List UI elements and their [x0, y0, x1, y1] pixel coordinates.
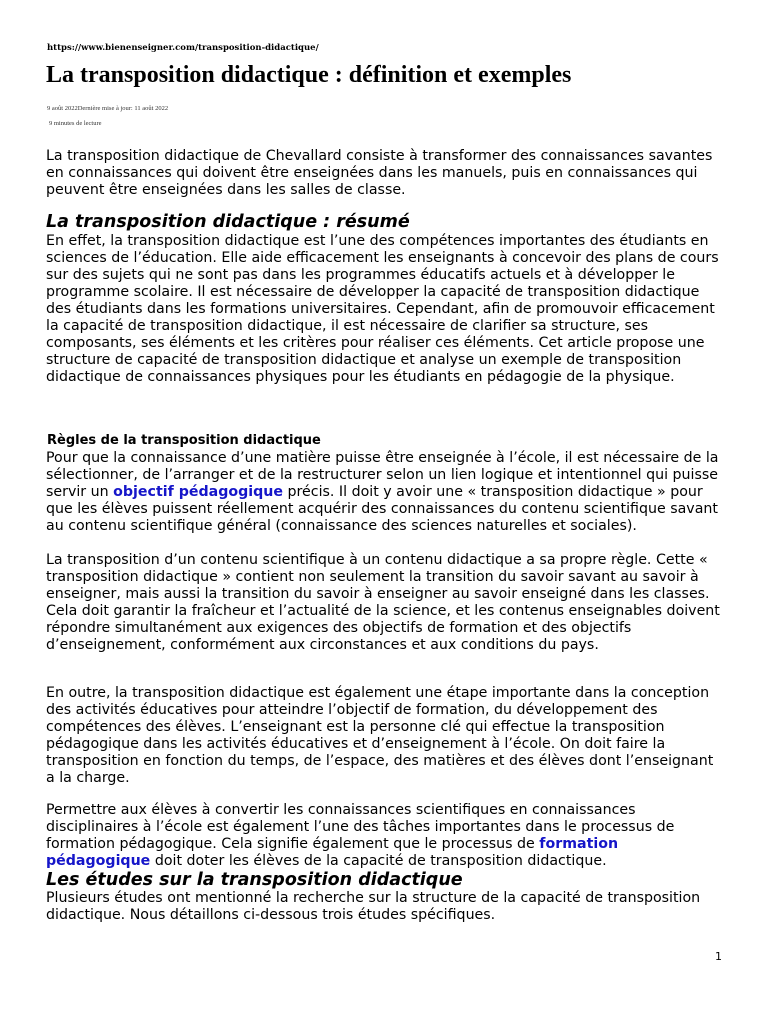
objectif-pedagogique-link[interactable]: objectif pédagogique: [113, 484, 284, 500]
source-url: https://www.bienenseigner.com/transposition-didactique/: [47, 43, 319, 53]
etudes-paragraph: Plusieurs études ont mentionné la recherche sur la structure de la capacité de transposition didactique. Nous détaillons ci-dessous trois études spécifiques.: [46, 890, 701, 923]
regles-paragraph-1: [46, 450, 726, 535]
reading-time: 9 minutes de lecture: [49, 120, 102, 127]
regles-paragraph-2: La transposition d’un contenu scientifique à un contenu didactique a sa propre règle. Cette « transposition didactique » contient non seulement la transition du savoir savant au savoir à enseigner, mais aussi la transition du savoir à enseigner au savoir enseigné dans les classes. Cela doit garantir la fraîcheur et l’actualité de la science, et les contenus enseignables doivent répondre simultanément aux exigences des objectifs de formation et des objectifs d’enseignement, conformément aux circonstances et aux conditions du pays.: [46, 552, 720, 653]
regles-p4-text-after: doit doter les élèves de la capacité de transposition didactique.: [150, 853, 607, 869]
date-line: 9 août 2022Dernière mise à jour: 11 août 2022: [47, 105, 169, 112]
section-heading-etudes: Les études sur la transposition didactique: [46, 870, 463, 890]
formation-pedagogique-link[interactable]: formation pédagogique: [46, 836, 619, 869]
regles-paragraph-3: En outre, la transposition didactique est également une étape importante dans la conception des activités éducatives pour atteindre l’objectif de formation, du développement des compétences des élèves. L’enseignant est la personne clé qui effectue la transposition pédagogique dans les activités éducatives et d’enseignement à l’école. On doit faire la transposition en fonction du temps, de l’espace, des matières et des élèves dont l’enseignant a la charge.: [46, 685, 714, 786]
intro-paragraph: La transposition didactique de Chevallard consiste à transformer des connaissances savantes en connaissances qui doivent être enseignées dans les manuels, puis en connaissances qui peuvent être enseignées dans les salles de classe.: [46, 148, 713, 198]
section-heading-regles: Règles de la transposition didactique: [47, 433, 321, 448]
regles-paragraph-4: [46, 802, 726, 870]
section-heading-resume: La transposition didactique : résumé: [46, 212, 410, 232]
regles-p1-text-before: Pour que la connaissance d’une matière puisse être enseignée à l’école, il est nécessaire de la sélectionner, de l’arranger et de la restructurer selon un lien logique et intentionnel qui puisse servir un: [46, 450, 719, 500]
regles-p4-text-before: Permettre aux élèves à convertir les connaissances scientifiques en connaissances disciplinaires à l’école est également l’une des tâches importantes dans le processus de formation pédagogique. Cela signifie également que le processus de: [46, 802, 675, 852]
page-number: 1: [715, 950, 722, 963]
page-title: La transposition didactique : définition et exemples: [46, 62, 572, 88]
regles-p1-text-after: précis. Il doit y avoir une « transposition didactique » pour que les élèves puissent réellement acquérir des connaissances du contenu scientifique savant au contenu scientifique général (connaissance des sciences naturelles et sociales).: [46, 484, 718, 534]
resume-paragraph: En effet, la transposition didactique est l’une des compétences importantes des étudiants en sciences de l’éducation. Elle aide efficacement les enseignants à concevoir des plans de cours sur des sujets qui ne sont pas dans les programmes éducatifs actuels et à développer le programme scolaire. Il est nécessaire de développer la capacité de transposition didactique des étudiants dans les formations universitaires. Cependant, afin de promouvoir efficacement la capacité de transposition didactique, il est nécessaire de clarifier sa structure, ses composants, ses éléments et les critères pour réaliser ces éléments. Cet article propose une structure de capacité de transposition didactique et analyse un exemple de transposition didactique de connaissances physiques pour les étudiants en pédagogie de la physique.: [46, 233, 719, 385]
